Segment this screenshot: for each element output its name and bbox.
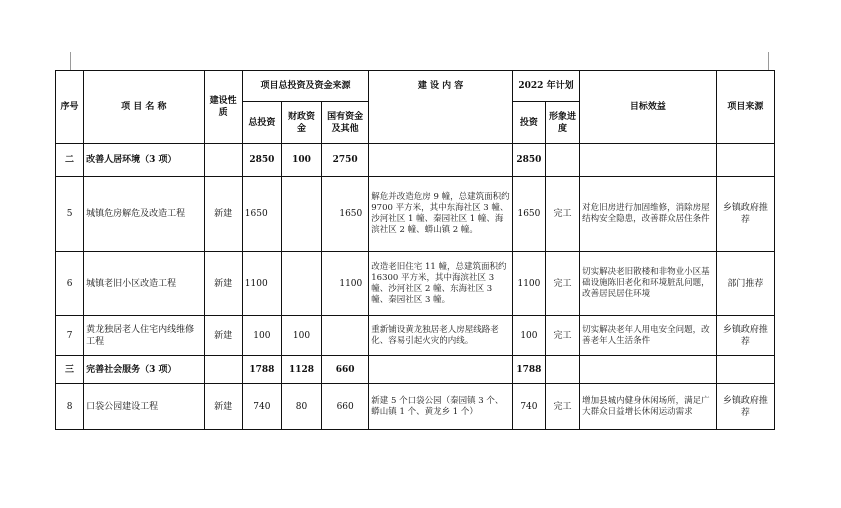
- section-progress: [545, 144, 579, 177]
- row-total: 1650: [242, 177, 281, 252]
- section-source: [716, 144, 774, 177]
- row-name: 城镇危房解危及改造工程: [84, 177, 205, 252]
- row-seq: 6: [56, 252, 84, 316]
- section-name: 改善人居环境（3 项）: [84, 144, 205, 177]
- row-benefit: 切实解决老旧散楼和非物业小区基础设施陈旧老化和环境脏乱问题，改善居民居住环境: [580, 252, 717, 316]
- row-content: 解危并改造危房 9 幢，总建筑面积约 9700 平方米，其中东海社区 3 幢、沙河社区 1 幢、秦园社区 1 幢、海滨社区 2 幢、蟒山镇 2 幢。: [369, 177, 513, 252]
- section-nature: [204, 144, 242, 177]
- row-state: [322, 316, 369, 356]
- row-benefit: 切实解决老年人用电安全问题，改善老年人生活条件: [580, 316, 717, 356]
- row-plan-invest: 1100: [512, 252, 545, 316]
- row-name: 城镇老旧小区改造工程: [84, 252, 205, 316]
- row-fiscal: [281, 177, 321, 252]
- section-total: 1788: [242, 356, 281, 384]
- header-nature: 建设性质: [204, 71, 242, 144]
- table-row: [56, 316, 775, 356]
- row-source: 乡镇政府推荐: [716, 384, 774, 430]
- page-corner-mark: [70, 52, 71, 70]
- row-nature: 新建: [204, 252, 242, 316]
- section-plan-invest: 2850: [512, 144, 545, 177]
- header-benefit: 目标效益: [580, 71, 717, 144]
- row-fiscal: [281, 252, 321, 316]
- row-state: 1650: [322, 177, 369, 252]
- row-content: 重新铺设黄龙独居老人房屋线路老化、容易引起火灾的内线。: [369, 316, 513, 356]
- row-seq: 8: [56, 384, 84, 430]
- section-name: 完善社会服务（3 项）: [84, 356, 205, 384]
- page-corner-mark: [768, 52, 769, 70]
- row-nature: 新建: [204, 384, 242, 430]
- row-nature: 新建: [204, 177, 242, 252]
- row-fiscal: 80: [281, 384, 321, 430]
- section-seq: 三: [56, 356, 84, 384]
- header-funding-group: 项目总投资及资金来源: [242, 71, 369, 102]
- row-progress: 完工: [545, 316, 579, 356]
- row-content: 改造老旧住宅 11 幢，总建筑面积约 16300 平方米，其中海滨社区 3 幢、沙河社区 2 幢、东海社区 3 幢、秦园社区 3 幢。: [369, 252, 513, 316]
- header-source: 项目来源: [716, 71, 774, 144]
- row-source: 乡镇政府推荐: [716, 316, 774, 356]
- row-seq: 7: [56, 316, 84, 356]
- row-total: 100: [242, 316, 281, 356]
- table-row: [56, 252, 775, 316]
- section-state: 660: [322, 356, 369, 384]
- header-name: 项 目 名 称: [84, 71, 205, 144]
- header-seq: 序号: [56, 71, 84, 144]
- section-nature: [204, 356, 242, 384]
- header-state: 国有资金及其他: [322, 102, 369, 144]
- row-fiscal: 100: [281, 316, 321, 356]
- row-source: 乡镇政府推荐: [716, 177, 774, 252]
- row-progress: 完工: [545, 384, 579, 430]
- row-content: 新建 5 个口袋公园（秦园镇 3 个、蟒山镇 1 个、黄龙乡 1 个）: [369, 384, 513, 430]
- section-fiscal: 1128: [281, 356, 321, 384]
- header-row-1: [56, 71, 775, 102]
- section-seq: 二: [56, 144, 84, 177]
- table-row: [56, 177, 775, 252]
- row-nature: 新建: [204, 316, 242, 356]
- section-content: [369, 356, 513, 384]
- header-fiscal: 财政资金: [281, 102, 321, 144]
- header-total: 总投资: [242, 102, 281, 144]
- header-plan-invest: 投资: [512, 102, 545, 144]
- section-benefit: [580, 356, 717, 384]
- header-progress: 形象进度: [545, 102, 579, 144]
- row-plan-invest: 100: [512, 316, 545, 356]
- row-progress: 完工: [545, 252, 579, 316]
- row-total: 1100: [242, 252, 281, 316]
- row-plan-invest: 1650: [512, 177, 545, 252]
- row-total: 740: [242, 384, 281, 430]
- header-plan-group: 2022 年计划: [512, 71, 579, 102]
- section-fiscal: 100: [281, 144, 321, 177]
- row-seq: 5: [56, 177, 84, 252]
- section-row: [56, 356, 775, 384]
- row-source: 部门推荐: [716, 252, 774, 316]
- project-table: [55, 70, 775, 430]
- header-content: 建 设 内 容: [369, 71, 513, 144]
- row-benefit: 对危旧房进行加固维修，消除房屋结构安全隐患，改善群众居住条件: [580, 177, 717, 252]
- section-plan-invest: 1788: [512, 356, 545, 384]
- row-state: 660: [322, 384, 369, 430]
- section-progress: [545, 356, 579, 384]
- section-content: [369, 144, 513, 177]
- row-progress: 完工: [545, 177, 579, 252]
- row-benefit: 增加县城内健身休闲场所，满足广大群众日益增长休闲运动需求: [580, 384, 717, 430]
- table-row: [56, 384, 775, 430]
- row-name: 口袋公园建设工程: [84, 384, 205, 430]
- section-total: 2850: [242, 144, 281, 177]
- section-state: 2750: [322, 144, 369, 177]
- row-state: 1100: [322, 252, 369, 316]
- row-plan-invest: 740: [512, 384, 545, 430]
- section-row: [56, 144, 775, 177]
- row-name: 黄龙独居老人住宅内线维修工程: [84, 316, 205, 356]
- section-benefit: [580, 144, 717, 177]
- section-source: [716, 356, 774, 384]
